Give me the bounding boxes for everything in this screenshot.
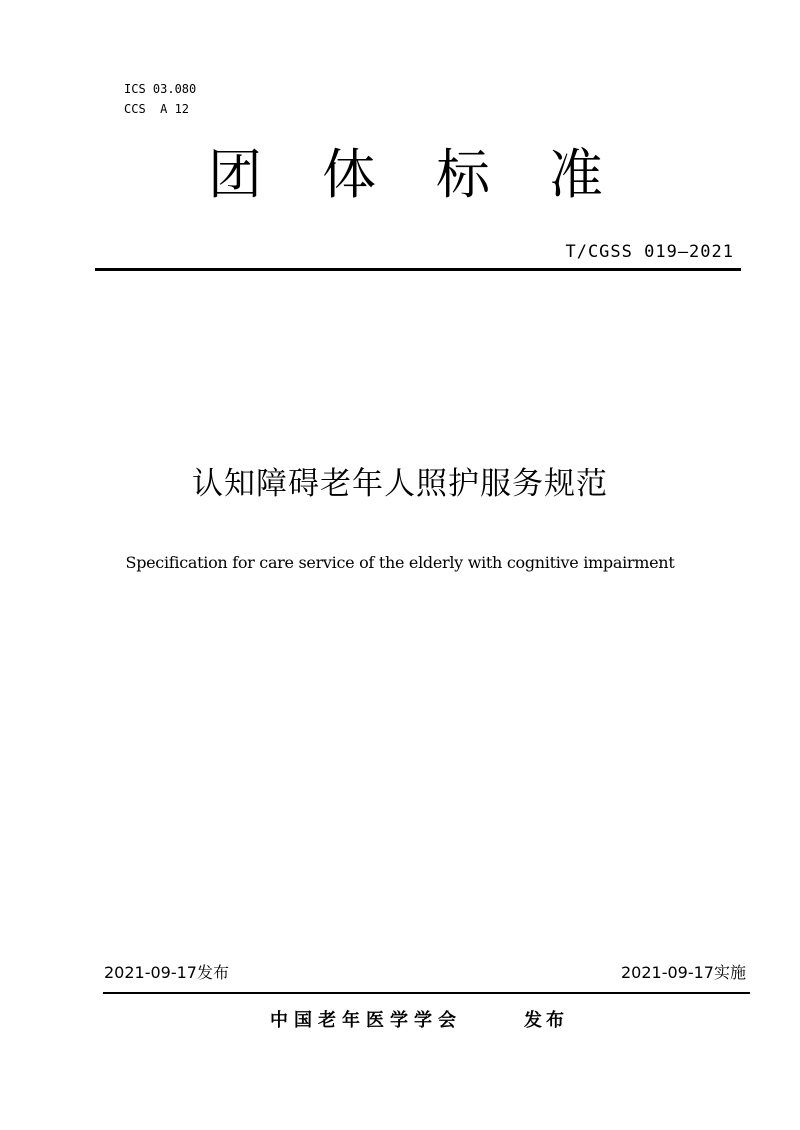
footer-divider xyxy=(103,992,750,994)
publish-date: 2021-09-17发布 xyxy=(104,963,229,982)
standard-number: T/CGSS 019—2021 xyxy=(565,242,734,262)
standard-type-char: 团 xyxy=(208,143,262,206)
standard-type-char: 标 xyxy=(436,143,490,206)
publisher-suffix: 发布 xyxy=(524,1010,568,1031)
ics-code: ICS 03.080 xyxy=(124,82,197,96)
publisher-name: 中国老年医学学会 xyxy=(270,1010,462,1031)
chinese-title: 认知障碍老年人照护服务规范 xyxy=(192,466,608,502)
standard-type-heading xyxy=(0,140,800,210)
english-title: Specification for care service of the elderly with cognitive impairment xyxy=(125,553,675,572)
ccs-code: CCS A 12 xyxy=(124,102,190,116)
standard-type-char: 体 xyxy=(322,143,376,206)
standard-type-char: 准 xyxy=(549,143,603,206)
header-divider xyxy=(95,268,741,271)
implement-date: 2021-09-17实施 xyxy=(621,963,746,982)
